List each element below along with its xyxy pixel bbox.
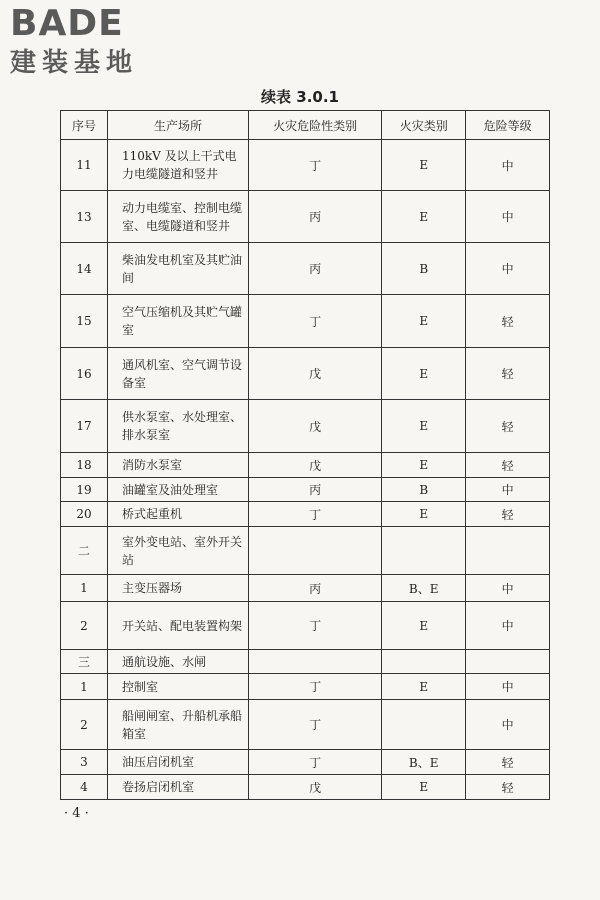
production-place: 主变压器场 xyxy=(108,575,249,602)
danger-level: 轻 xyxy=(466,453,550,478)
danger-level: 轻 xyxy=(466,295,550,348)
fire-class: E xyxy=(382,453,466,478)
danger-level xyxy=(466,650,550,674)
table-row xyxy=(61,191,550,243)
row-number: 1 xyxy=(61,674,108,700)
hazard-category: 丁 xyxy=(249,602,382,650)
fire-class xyxy=(382,700,466,750)
danger-level: 中 xyxy=(466,140,550,191)
hazard-category: 丁 xyxy=(249,750,382,775)
danger-level: 中 xyxy=(466,575,550,602)
fire-class: E xyxy=(382,295,466,348)
fire-class: B、E xyxy=(382,575,466,602)
danger-level: 中 xyxy=(466,191,550,243)
production-place: 柴油发电机室及其贮油间 xyxy=(108,243,249,295)
fire-class: B xyxy=(382,478,466,502)
production-place: 消防水泵室 xyxy=(108,453,249,478)
production-place: 船闸闸室、升船机承船箱室 xyxy=(108,700,249,750)
fire-class: E xyxy=(382,348,466,400)
hazard-category: 丁 xyxy=(249,674,382,700)
fire-class xyxy=(382,650,466,674)
header-hazard-category: 火灾危险性类别 xyxy=(249,111,382,140)
row-number: 11 xyxy=(61,140,108,191)
fire-class: B xyxy=(382,243,466,295)
fire-class xyxy=(382,527,466,575)
table-row xyxy=(61,650,550,674)
table-row xyxy=(61,295,550,348)
table-row xyxy=(61,140,550,191)
row-number: 19 xyxy=(61,478,108,502)
row-number: 18 xyxy=(61,453,108,478)
fire-class: E xyxy=(382,400,466,453)
danger-level: 中 xyxy=(466,602,550,650)
row-number: 1 xyxy=(61,575,108,602)
row-number: 4 xyxy=(61,775,108,800)
hazard-category: 丁 xyxy=(249,700,382,750)
production-place: 室外变电站、室外开关站 xyxy=(108,527,249,575)
production-place: 油罐室及油处理室 xyxy=(108,478,249,502)
production-place: 开关站、配电装置构架 xyxy=(108,602,249,650)
danger-level: 中 xyxy=(466,700,550,750)
production-place: 桥式起重机 xyxy=(108,502,249,527)
production-place: 供水泵室、水处理室、排水泵室 xyxy=(108,400,249,453)
production-place: 通航设施、水闸 xyxy=(108,650,249,674)
production-place: 通风机室、空气调节设备室 xyxy=(108,348,249,400)
danger-level: 轻 xyxy=(466,775,550,800)
table-header-row xyxy=(61,111,550,140)
hazard-category: 丙 xyxy=(249,191,382,243)
production-place: 卷扬启闭机室 xyxy=(108,775,249,800)
row-number: 二 xyxy=(61,527,108,575)
header-place: 生产场所 xyxy=(108,111,249,140)
logo-chinese: 建装基地 xyxy=(10,48,139,78)
hazard-category: 戊 xyxy=(249,775,382,800)
hazard-category: 丙 xyxy=(249,243,382,295)
table-row xyxy=(61,575,550,602)
hazard-category: 丁 xyxy=(249,140,382,191)
table-row xyxy=(61,750,550,775)
danger-level xyxy=(466,527,550,575)
danger-level: 轻 xyxy=(466,750,550,775)
production-place: 动力电缆室、控制电缆室、电缆隧道和竖井 xyxy=(108,191,249,243)
production-place: 110kV 及以上干式电力电缆隧道和竖井 xyxy=(108,140,249,191)
page-number: · 4 · xyxy=(64,806,89,821)
hazard-category: 戊 xyxy=(249,453,382,478)
bade-logo xyxy=(10,4,180,80)
production-place: 控制室 xyxy=(108,674,249,700)
row-number: 3 xyxy=(61,750,108,775)
row-number: 2 xyxy=(61,700,108,750)
row-number: 14 xyxy=(61,243,108,295)
fire-class: E xyxy=(382,191,466,243)
table-row xyxy=(61,478,550,502)
fire-class: E xyxy=(382,140,466,191)
danger-level: 轻 xyxy=(466,400,550,453)
fire-class: B、E xyxy=(382,750,466,775)
header-danger-level: 危险等级 xyxy=(466,111,550,140)
table-row xyxy=(61,674,550,700)
table-row xyxy=(61,527,550,575)
table-row xyxy=(61,400,550,453)
hazard-category: 丁 xyxy=(249,502,382,527)
table-row xyxy=(61,502,550,527)
row-number: 15 xyxy=(61,295,108,348)
hazard-category: 戊 xyxy=(249,348,382,400)
danger-level: 轻 xyxy=(466,348,550,400)
danger-level: 中 xyxy=(466,674,550,700)
danger-level: 轻 xyxy=(466,502,550,527)
row-number: 13 xyxy=(61,191,108,243)
fire-hazard-table xyxy=(60,110,550,800)
table-row xyxy=(61,700,550,750)
table-row xyxy=(61,243,550,295)
row-number: 三 xyxy=(61,650,108,674)
hazard-category: 丙 xyxy=(249,478,382,502)
fire-class: E xyxy=(382,502,466,527)
table-caption: 续表 3.0.1 xyxy=(261,88,339,106)
row-number: 16 xyxy=(61,348,108,400)
header-fire-class: 火灾类别 xyxy=(382,111,466,140)
danger-level: 中 xyxy=(466,478,550,502)
logo-wordmark: BADE xyxy=(10,3,124,44)
danger-level: 中 xyxy=(466,243,550,295)
header-no: 序号 xyxy=(61,111,108,140)
hazard-category: 丙 xyxy=(249,575,382,602)
table-row xyxy=(61,602,550,650)
fire-class: E xyxy=(382,775,466,800)
hazard-category xyxy=(249,650,382,674)
production-place: 空气压缩机及其贮气罐室 xyxy=(108,295,249,348)
row-number: 17 xyxy=(61,400,108,453)
hazard-category: 丁 xyxy=(249,295,382,348)
table-row xyxy=(61,775,550,800)
production-place: 油压启闭机室 xyxy=(108,750,249,775)
hazard-category xyxy=(249,527,382,575)
hazard-category: 戊 xyxy=(249,400,382,453)
row-number: 20 xyxy=(61,502,108,527)
table-row xyxy=(61,453,550,478)
row-number: 2 xyxy=(61,602,108,650)
fire-class: E xyxy=(382,602,466,650)
fire-class: E xyxy=(382,674,466,700)
table-row xyxy=(61,348,550,400)
